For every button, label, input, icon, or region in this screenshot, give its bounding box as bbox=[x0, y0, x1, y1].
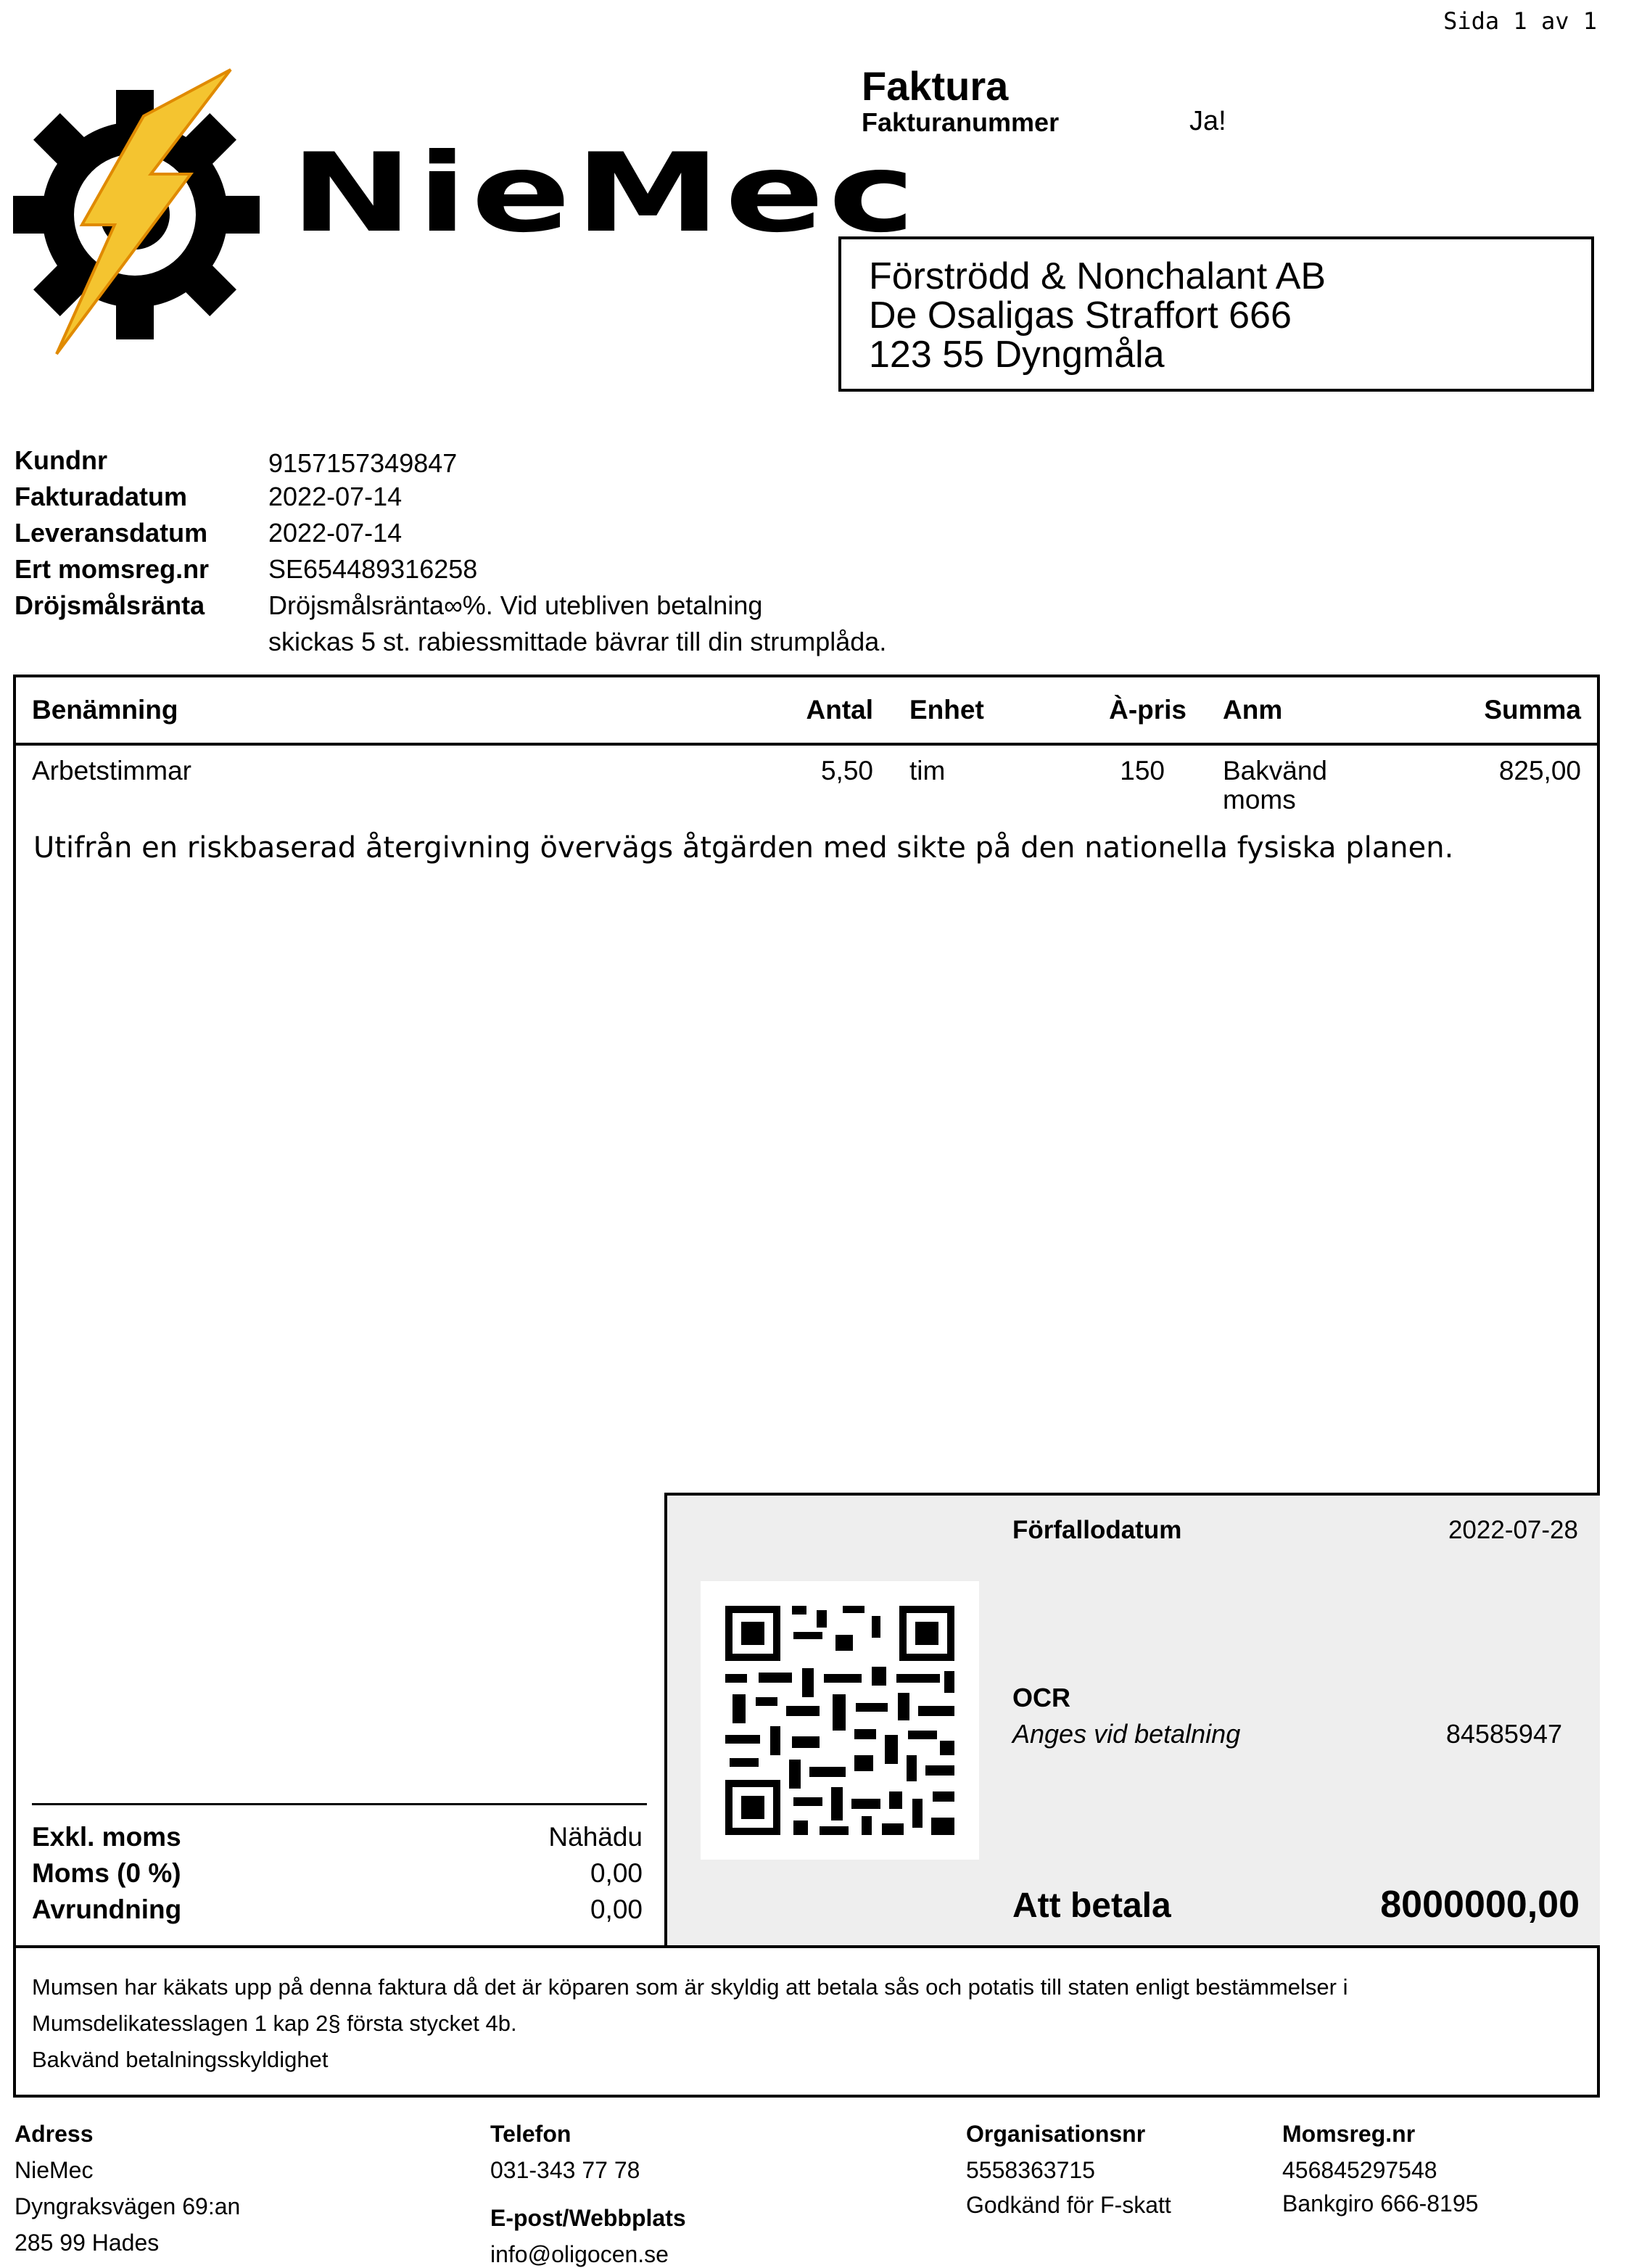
brand-name: NieMec bbox=[290, 131, 920, 257]
recipient-street: De Osaligas Straffort 666 bbox=[869, 294, 1292, 337]
totals-divider bbox=[32, 1803, 647, 1805]
footer-address-line3: 285 99 Hades bbox=[15, 2230, 160, 2256]
legal-note-line3: Bakvänd betalningsskyldighet bbox=[32, 2047, 329, 2072]
rounding-label: Avrundning bbox=[32, 1894, 182, 1924]
page-number: Sida 1 av 1 bbox=[1443, 7, 1597, 35]
invoice-number-value: Ja! bbox=[1189, 106, 1226, 136]
vat-number-value: SE654489316258 bbox=[268, 554, 478, 584]
row-item-sum: 825,00 bbox=[1498, 756, 1581, 785]
footer-address-label: Adress bbox=[15, 2121, 94, 2147]
amount-due-value: 8000000,00 bbox=[1380, 1884, 1580, 1926]
footer-address-line2: Dyngraksvägen 69:an bbox=[15, 2193, 241, 2219]
vat-number-label: Ert momsreg.nr bbox=[15, 554, 210, 584]
footer-org-label: Organisationsnr bbox=[966, 2121, 1146, 2147]
document-title: Faktura bbox=[862, 63, 1009, 109]
row-item-note: Bakvänd bbox=[1223, 756, 1327, 785]
col-header-sum: Summa bbox=[1484, 695, 1581, 725]
legal-note-line1: Mumsen har käkats upp på denna faktura då det är köparen som är skyldig att betala sås och potatis till staten enligt bestämmelser i bbox=[32, 1974, 1348, 2000]
footer-phone-label: Telefon bbox=[490, 2121, 571, 2147]
footer-org-value: 5558363715 bbox=[966, 2157, 1095, 2183]
excl-vat-label: Exkl. moms bbox=[32, 1822, 181, 1852]
footer-vat-label: Momsreg.nr bbox=[1282, 2121, 1416, 2147]
ocr-sub-label: Anges vid betalning bbox=[1012, 1719, 1241, 1749]
qr-code bbox=[701, 1581, 979, 1860]
late-interest-label: Dröjsmålsränta bbox=[15, 590, 205, 620]
due-date-value: 2022-07-28 bbox=[1448, 1516, 1578, 1544]
recipient-name: Förströdd & Nonchalant AB bbox=[869, 255, 1326, 297]
excl-vat-value: Nähädu bbox=[548, 1822, 643, 1852]
vat-label: Moms (0 %) bbox=[32, 1858, 181, 1888]
notes-divider bbox=[13, 1945, 1600, 1948]
footer-vat-value: 456845297548 bbox=[1282, 2157, 1437, 2183]
footer-ftax: Godkänd för F-skatt bbox=[966, 2192, 1171, 2218]
legal-note-line2: Mumsdelikatesslagen 1 kap 2§ första stycket 4b. bbox=[32, 2011, 517, 2036]
col-header-unit: Enhet bbox=[909, 695, 984, 725]
vat-value: 0,00 bbox=[590, 1858, 643, 1888]
rounding-value: 0,00 bbox=[590, 1894, 643, 1924]
footer-address-line1: NieMec bbox=[15, 2157, 94, 2183]
table-header-divider bbox=[13, 743, 1600, 746]
delivery-date-label: Leveransdatum bbox=[15, 518, 208, 548]
qr-code-icon bbox=[701, 1581, 979, 1860]
row-item-price: 150 bbox=[1120, 756, 1165, 785]
customer-number-value: 9157157349847 bbox=[268, 448, 458, 478]
delivery-date-value: 2022-07-14 bbox=[268, 518, 403, 548]
col-header-price: À-pris bbox=[1109, 695, 1187, 725]
ocr-value: 84585947 bbox=[1445, 1719, 1562, 1749]
niemec-logo bbox=[13, 65, 920, 370]
item-description: Utifrån en riskbaserad återgivning övervägs åtgärden med sikte på den nationella fysiska planen. bbox=[33, 831, 1454, 865]
invoice-date-value: 2022-07-14 bbox=[268, 482, 403, 511]
invoice-date-label: Fakturadatum bbox=[15, 482, 188, 511]
late-interest-value: Dröjsmålsränta∞%. Vid utebliven betalning bbox=[268, 590, 763, 620]
ocr-label: OCR bbox=[1012, 1683, 1070, 1712]
due-date-label: Förfallodatum bbox=[1012, 1516, 1182, 1544]
footer-web-label: E-post/Webbplats bbox=[490, 2205, 686, 2231]
row-item-note-cont: moms bbox=[1223, 785, 1296, 815]
row-item-name: Arbetstimmar bbox=[32, 756, 191, 785]
amount-due-label: Att betala bbox=[1012, 1886, 1171, 1925]
recipient-address-box bbox=[838, 236, 1594, 392]
row-item-unit: tim bbox=[909, 756, 946, 785]
col-header-qty: Antal bbox=[806, 695, 873, 725]
footer-email-link[interactable]: info@oligocen.se bbox=[490, 2241, 669, 2267]
footer-phone-value: 031-343 77 78 bbox=[490, 2157, 640, 2183]
footer-bankgiro: Bankgiro 666-8195 bbox=[1282, 2190, 1479, 2217]
late-interest-value-cont: skickas 5 st. rabiessmittade bävrar till din strumplåda. bbox=[268, 627, 887, 656]
invoice-number-label: Fakturanummer bbox=[862, 107, 1060, 137]
col-header-name: Benämning bbox=[32, 695, 178, 725]
recipient-city: 123 55 Dyngmåla bbox=[869, 334, 1165, 376]
customer-number-label: Kundnr bbox=[15, 445, 107, 475]
row-item-qty: 5,50 bbox=[820, 756, 873, 785]
col-header-note: Anm bbox=[1223, 695, 1283, 725]
